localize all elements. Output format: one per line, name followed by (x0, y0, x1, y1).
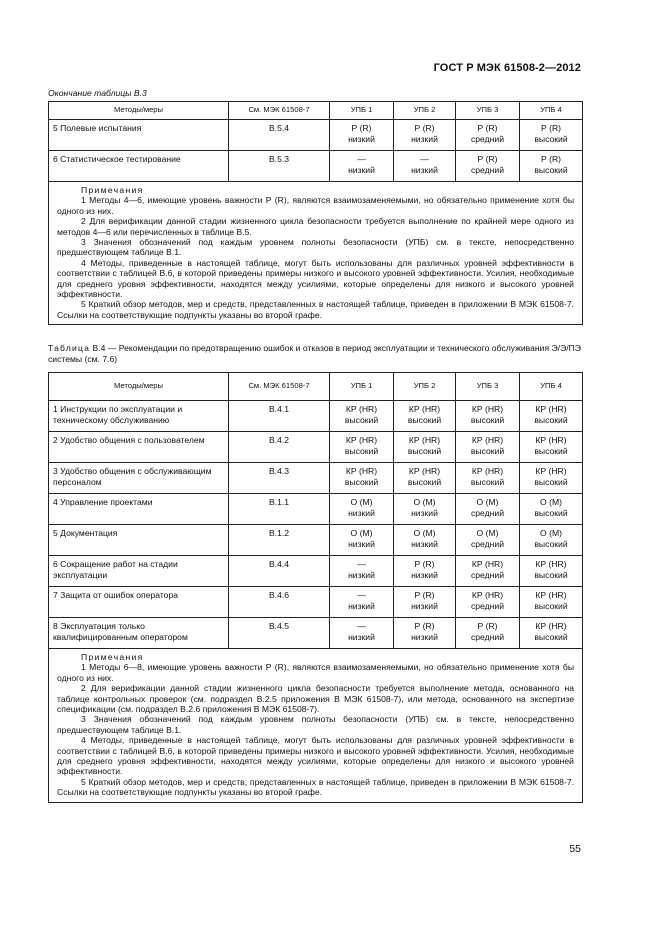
effectiveness-level: высокий (534, 164, 568, 175)
importance-level: О (М) (350, 497, 373, 507)
effectiveness-level: высокий (344, 476, 379, 487)
sil3-cell (456, 556, 520, 587)
importance-level: — (420, 154, 429, 164)
reference-cell: В.4.2 (229, 432, 330, 463)
effectiveness-level: низкий (348, 538, 375, 549)
col-header-sil2: УПБ 2 (394, 373, 456, 401)
sil1-cell (330, 463, 394, 494)
note-4: 4 Методы, приведенные в настоящей таблице, могут быть использованы для различных уровней эффективности в соответствии с таблицей В.6, в которой приведены примеры низкого и высокого уровней эффективности. Усилия, необходимые для среднего уровня эффективности, находятся между усилиями, которые определены для низкого и высокого уровней эффективности. (57, 735, 574, 777)
importance-level: КР (HR) (408, 404, 441, 414)
reference-cell: В.4.3 (229, 463, 330, 494)
effectiveness-level: низкий (348, 569, 375, 580)
effectiveness-level: высокий (407, 445, 442, 456)
table-b4 (48, 372, 583, 803)
effectiveness-level: высокий (344, 445, 379, 456)
sil2-cell (394, 587, 456, 618)
importance-level: О (М) (540, 528, 562, 538)
table-row (49, 401, 583, 432)
table-row (49, 120, 583, 151)
importance-level: Р (R) (414, 123, 435, 133)
importance-level: Р (R) (477, 154, 498, 164)
effectiveness-level: высокий (534, 538, 568, 549)
importance-level: КР (HR) (471, 559, 504, 569)
table2-caption-label: Таблица (48, 343, 91, 353)
importance-level: КР (HR) (345, 466, 378, 476)
sil1-cell (330, 401, 394, 432)
importance-level: О (М) (540, 497, 562, 507)
effectiveness-level: высокий (344, 414, 379, 425)
effectiveness-level: средний (470, 164, 505, 175)
sil2-cell (394, 401, 456, 432)
sil4-cell (520, 494, 583, 525)
method-cell: 6 Статистическое тестирование (49, 151, 229, 182)
reference-cell: В.4.5 (229, 618, 330, 649)
method-cell: 5 Полевые испытания (49, 120, 229, 151)
effectiveness-level: высокий (534, 476, 568, 487)
sil4-cell (520, 556, 583, 587)
table-row (49, 587, 583, 618)
table2-caption-text: В.4 — Рекомендации по предотвращению ошибок и отказов в период эксплуатации и технического обслуживания Э/Э/ПЭ системы (см. 7.6) (48, 343, 581, 364)
table-row (49, 494, 583, 525)
importance-level: КР (HR) (345, 435, 378, 445)
sil1-cell (330, 556, 394, 587)
importance-level: Р (R) (477, 621, 498, 631)
importance-level: — (357, 590, 366, 600)
importance-level: КР (HR) (471, 466, 504, 476)
sil4-cell (520, 151, 583, 182)
method-cell: 7 Защита от ошибок оператора (49, 587, 229, 618)
effectiveness-level: низкий (411, 631, 438, 642)
importance-level: КР (HR) (408, 435, 441, 445)
importance-level: КР (HR) (345, 404, 378, 414)
sil2-cell (394, 525, 456, 556)
effectiveness-level: низкий (411, 164, 438, 175)
page-number: 55 (569, 843, 581, 855)
importance-level: Р (R) (414, 621, 435, 631)
table2-caption (48, 343, 582, 365)
col-header-sil3: УПБ 3 (456, 373, 520, 401)
table1-caption: Окончание таблицы В.3 (48, 88, 147, 98)
importance-level: — (357, 621, 366, 631)
effectiveness-level: высокий (534, 631, 568, 642)
importance-level: КР (HR) (408, 466, 441, 476)
notes-title: Примечания (81, 652, 144, 662)
effectiveness-level: низкий (348, 164, 375, 175)
method-cell: 8 Эксплуатация только квалифицированным оператором (49, 618, 229, 649)
sil1-cell (330, 525, 394, 556)
effectiveness-level: средний (470, 538, 505, 549)
effectiveness-level: низкий (411, 600, 438, 611)
sil2-cell (394, 618, 456, 649)
importance-level: Р (R) (414, 559, 435, 569)
importance-level: — (357, 154, 366, 164)
effectiveness-level: средний (470, 631, 505, 642)
col-header-methods: Методы/меры (49, 373, 229, 401)
method-cell: 1 Инструкции по эксплуатации и техническому обслуживанию (49, 401, 229, 432)
note-4: 4 Методы, приведенные в настоящей таблице, могут быть использованы для различных уровней эффективности в соответствии с таблицей В.6, в которой приведены примеры низкого и высокого уровней эффективности. Усилия, необходимые для среднего уровня эффективности, находятся между усилиями, которые определены для низкого и высокого уровней эффективности. (57, 257, 574, 300)
reference-cell: В.1.2 (229, 525, 330, 556)
sil2-cell (394, 494, 456, 525)
col-header-sil4: УПБ 4 (520, 102, 583, 120)
effectiveness-level: средний (470, 600, 505, 611)
col-header-sil1: УПБ 1 (330, 102, 394, 120)
method-cell: 6 Сокращение работ на стадии эксплуатации (49, 556, 229, 587)
importance-level: О (М) (476, 497, 499, 507)
importance-level: О (М) (350, 528, 373, 538)
sil3-cell (456, 587, 520, 618)
col-header-sil4: УПБ 4 (520, 373, 583, 401)
sil4-cell (520, 432, 583, 463)
table2-notes (49, 649, 583, 803)
note-2: 2 Для верификации данной стадии жизненного цикла безопасности требуется выполнение по крайней мере одного из методов 4—6 или перечисленных в таблице В.5. (57, 216, 574, 237)
table-b3-end (48, 101, 583, 325)
sil3-cell (456, 401, 520, 432)
importance-level: КР (HR) (471, 590, 504, 600)
sil1-cell (330, 151, 394, 182)
effectiveness-level: низкий (411, 133, 438, 144)
sil2-cell (394, 432, 456, 463)
effectiveness-level: низкий (411, 507, 438, 518)
importance-level: КР (HR) (535, 466, 567, 476)
sil1-cell (330, 432, 394, 463)
effectiveness-level: высокий (407, 414, 442, 425)
importance-level: О (М) (476, 528, 499, 538)
effectiveness-level: низкий (411, 569, 438, 580)
importance-level: Р (R) (540, 154, 562, 164)
sil4-cell (520, 618, 583, 649)
table-row (49, 618, 583, 649)
col-header-sil3: УПБ 3 (456, 102, 520, 120)
reference-cell: В.5.4 (229, 120, 330, 151)
note-3: 3 Значения обозначений под каждым уровнем полноты безопасности (УПБ) см. в тексте, непосредственно предшествующем таблице В.1. (57, 237, 574, 258)
reference-cell: В.4.1 (229, 401, 330, 432)
effectiveness-level: средний (470, 133, 505, 144)
document-code: ГОСТ Р МЭК 61508-2—2012 (433, 62, 581, 74)
effectiveness-level: высокий (534, 507, 568, 518)
note-2: 2 Для верификации данной стадии жизненного цикла безопасности требуется выполнение метода, основанного на таблице контрольных проверок (см. подраздел В.2.5 приложения В МЭК 61508-7), или метода, основанного на экспертизе спецификации (см. подраздел В.2.6 приложения В МЭК 61508-7). (57, 683, 574, 715)
reference-cell: В.4.6 (229, 587, 330, 618)
sil4-cell (520, 401, 583, 432)
col-header-sil1: УПБ 1 (330, 373, 394, 401)
effectiveness-level: высокий (534, 445, 568, 456)
method-cell: 3 Удобство общения с обслуживающим персоналом (49, 463, 229, 494)
importance-level: Р (R) (540, 123, 562, 133)
note-5: 5 Краткий обзор методов, мер и средств, представленных в настоящей таблице, приведен в приложении В МЭК 61508-7. Ссылки на соответствующие подпункты указаны во второй графе. (57, 299, 574, 320)
sil3-cell (456, 432, 520, 463)
effectiveness-level: высокий (470, 476, 505, 487)
col-header-ref: См. МЭК 61508-7 (229, 373, 330, 401)
effectiveness-level: низкий (348, 507, 375, 518)
sil3-cell (456, 120, 520, 151)
importance-level: О (М) (413, 528, 436, 538)
table1-notes (49, 182, 583, 325)
note-3: 3 Значения обозначений под каждым уровнем полноты безопасности (УПБ) см. в тексте, непосредственно предшествующем таблице В.1. (57, 714, 574, 735)
notes-title: Примечания (81, 185, 144, 195)
sil1-cell (330, 494, 394, 525)
effectiveness-level: высокий (534, 600, 568, 611)
importance-level: КР (HR) (471, 435, 504, 445)
note-1: 1 Методы 6—8, имеющие уровень важности Р (R), являются взаимозаменяемыми, но обязательно применение хотя бы одного из них. (57, 662, 574, 683)
sil2-cell (394, 556, 456, 587)
sil4-cell (520, 587, 583, 618)
sil1-cell (330, 120, 394, 151)
effectiveness-level: низкий (348, 600, 375, 611)
effectiveness-level: низкий (411, 538, 438, 549)
importance-level: КР (HR) (471, 404, 504, 414)
importance-level: Р (R) (351, 123, 372, 133)
effectiveness-level: средний (470, 507, 505, 518)
effectiveness-level: высокий (470, 445, 505, 456)
col-header-sil2: УПБ 2 (394, 102, 456, 120)
method-cell: 2 Удобство общения с пользователем (49, 432, 229, 463)
note-1: 1 Методы 4—6, имеющие уровень важности Р (R), являются взаимозаменяемыми, но обязательно применение хотя бы одного из них. (57, 195, 574, 216)
note-5: 5 Краткий обзор методов, мер и средств, представленных в настоящей таблице, приведен в приложении В МЭК 61508-7. Ссылки на соответствующие подпункты указаны во второй графе. (57, 776, 574, 798)
sil2-cell (394, 120, 456, 151)
sil1-cell (330, 587, 394, 618)
col-header-ref: См. МЭК 61508-7 (229, 102, 330, 120)
importance-level: Р (R) (477, 123, 498, 133)
effectiveness-level: высокий (470, 414, 505, 425)
table-row (49, 463, 583, 494)
reference-cell: В.5.3 (229, 151, 330, 182)
method-cell: 4 Управление проектами (49, 494, 229, 525)
effectiveness-level: высокий (534, 414, 568, 425)
table-row (49, 151, 583, 182)
importance-level: КР (HR) (535, 590, 567, 600)
sil3-cell (456, 494, 520, 525)
importance-level: О (М) (413, 497, 436, 507)
sil2-cell (394, 151, 456, 182)
sil1-cell (330, 618, 394, 649)
sil4-cell (520, 463, 583, 494)
importance-level: КР (HR) (535, 404, 567, 414)
effectiveness-level: средний (470, 569, 505, 580)
effectiveness-level: высокий (534, 133, 568, 144)
importance-level: КР (HR) (535, 559, 567, 569)
importance-level: КР (HR) (535, 621, 567, 631)
col-header-methods: Методы/меры (49, 102, 229, 120)
sil4-cell (520, 525, 583, 556)
effectiveness-level: высокий (534, 569, 568, 580)
table-row (49, 432, 583, 463)
sil3-cell (456, 525, 520, 556)
sil3-cell (456, 151, 520, 182)
table-row (49, 556, 583, 587)
table-row (49, 525, 583, 556)
effectiveness-level: низкий (348, 133, 375, 144)
sil2-cell (394, 463, 456, 494)
reference-cell: В.1.1 (229, 494, 330, 525)
sil4-cell (520, 120, 583, 151)
importance-level: КР (HR) (535, 435, 567, 445)
importance-level: — (357, 559, 366, 569)
effectiveness-level: высокий (407, 476, 442, 487)
method-cell: 5 Документация (49, 525, 229, 556)
sil3-cell (456, 463, 520, 494)
sil3-cell (456, 618, 520, 649)
importance-level: Р (R) (414, 590, 435, 600)
effectiveness-level: низкий (348, 631, 375, 642)
reference-cell: В.4.4 (229, 556, 330, 587)
